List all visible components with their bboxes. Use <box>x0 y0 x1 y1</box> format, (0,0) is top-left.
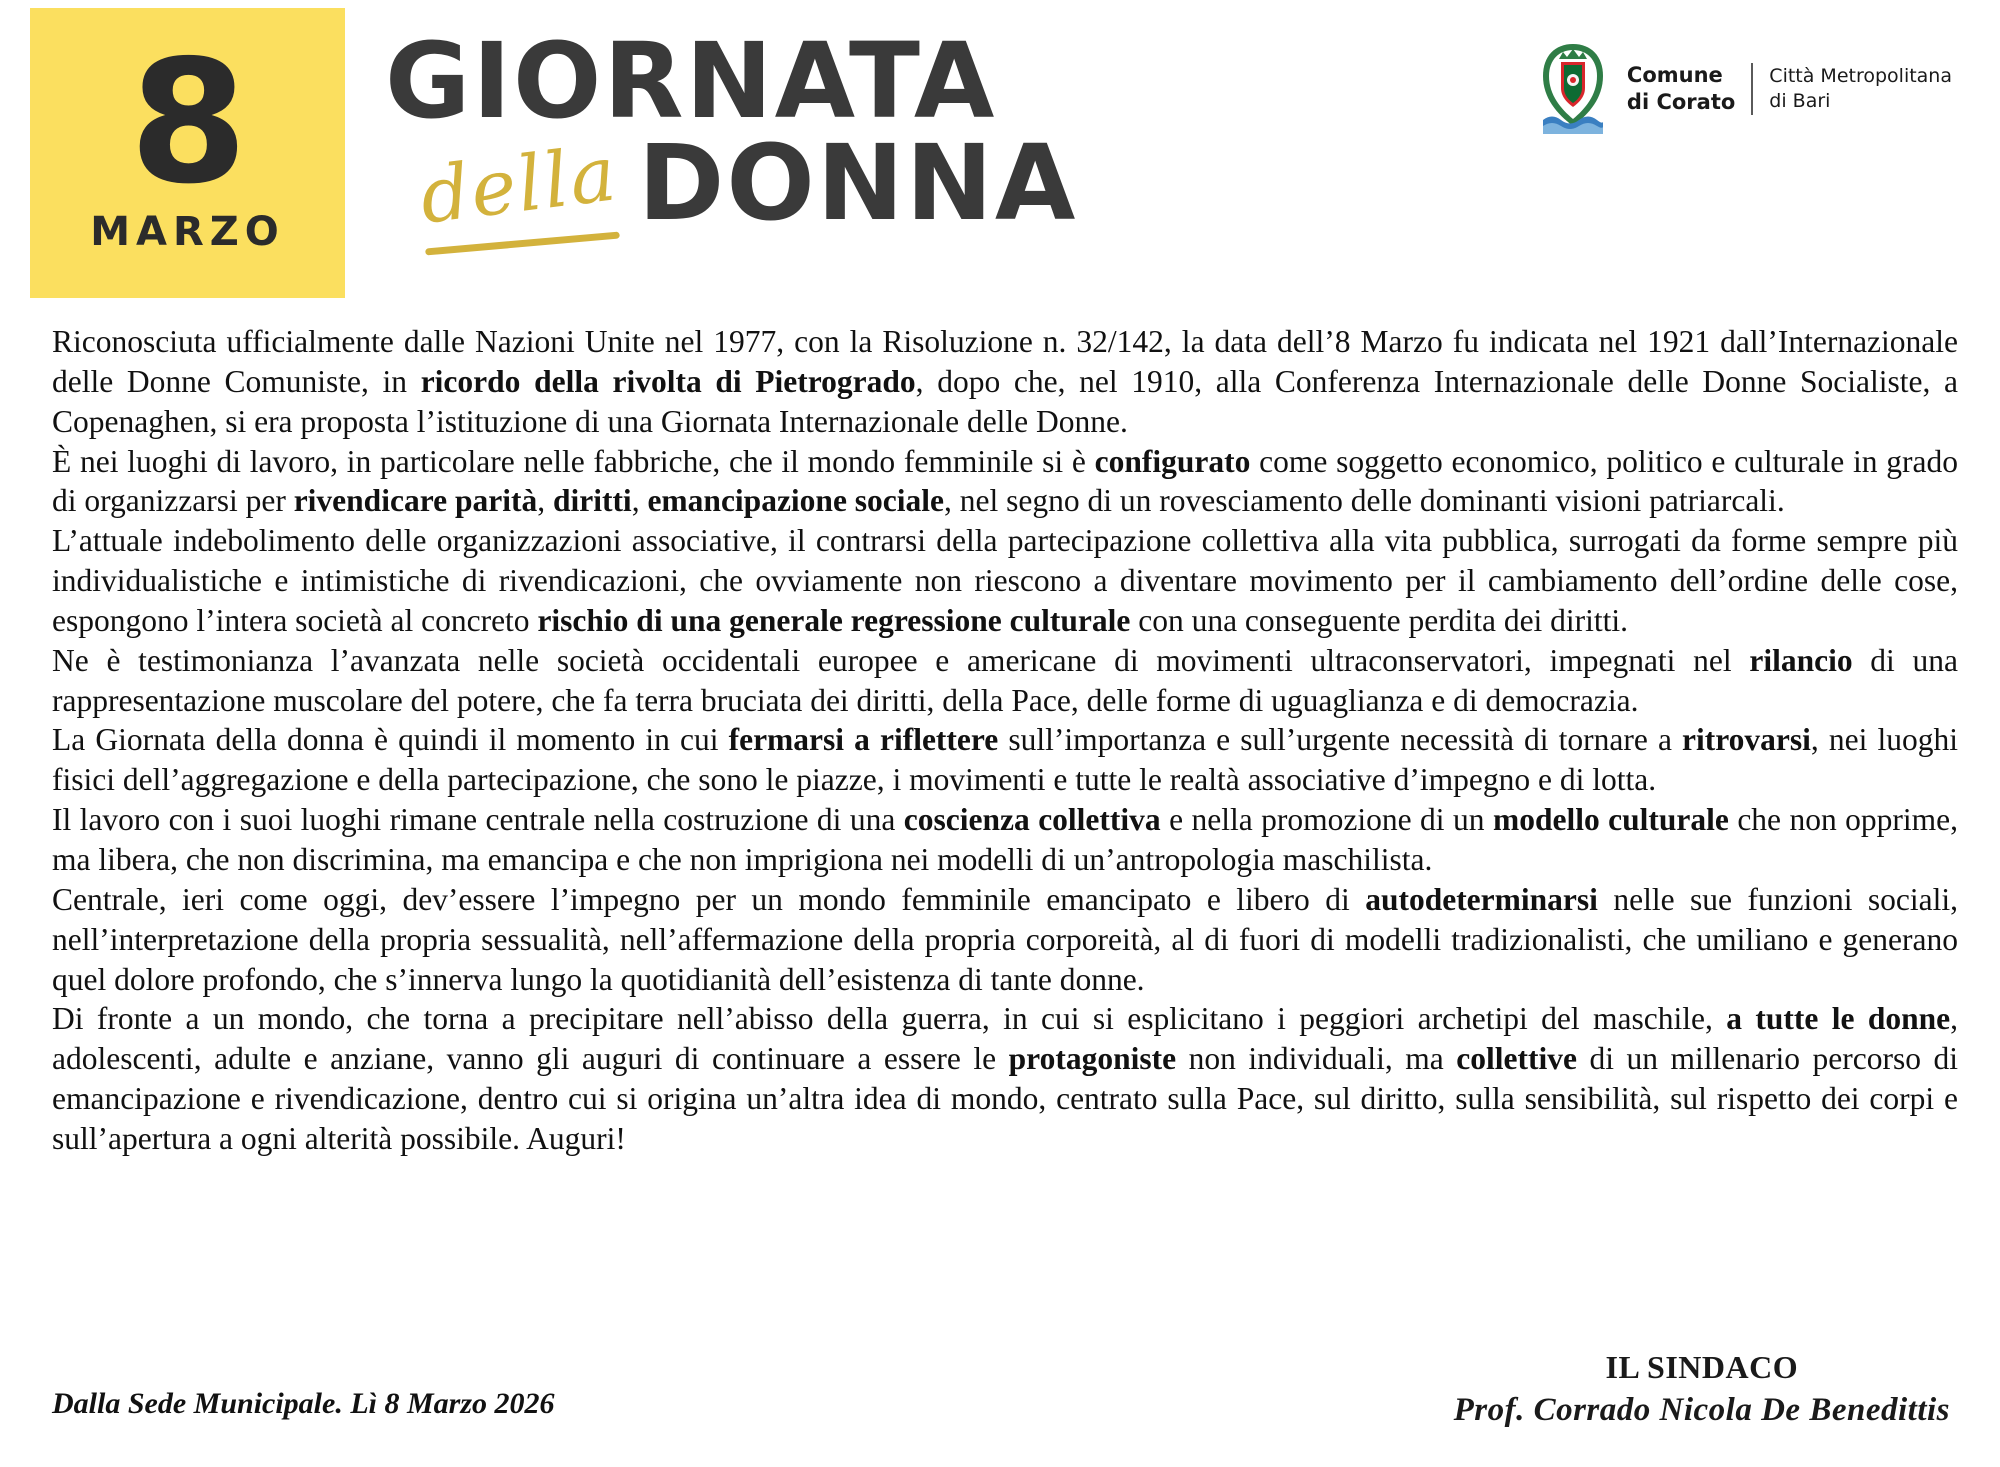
date-badge <box>30 8 345 298</box>
signature-block <box>1454 1349 1950 1429</box>
paragraph: Il lavoro con i suoi luoghi rimane centrale nella costruzione di una coscienza collettiva e nella promozione di un modello culturale che non opprime, ma libera, che non discrimina, ma emancipa e che non imprigiona nei modelli di un’antropologia maschilista. <box>52 802 1959 877</box>
title-script-della: della <box>415 128 623 241</box>
poster-footer <box>52 1349 1958 1428</box>
paragraph: Ne è testimonianza l’avanzata nelle società occidentali europee e americane di movimenti ultraconservatori, impegnati nel rilancio di una rappresentazione muscolare del potere, che fa terra bruciata dei diritti, della Pace, delle forme di uguaglianza e di democrazia. <box>52 642 1958 718</box>
metropolitan-line-1: Città Metropolitana <box>1769 65 1952 88</box>
comune-name <box>1627 62 1735 116</box>
logo-divider <box>1751 63 1753 115</box>
paragraph: Di fronte a un mondo, che torna a precipitare nell’abisso della guerra, in cui si esplicitano i peggiori archetipi del maschile, a tutte le donne, adolescenti, adulte e anziane, vanno gli auguri di continuare a essere le protagoniste non individuali, ma collettive di un millenario percorso di emancipazione e rivendicazione, dentro cui si origina un’altra idea di mondo, centrato sulla Pace, sul diritto, sulla sensibilità, sul rispetto dei corpi e sull’apertura a ogni alterità possibile. Auguri! <box>52 1001 1958 1156</box>
metropolitan-city-name <box>1769 64 1952 113</box>
paragraph: L’attuale indebolimento delle organizzazioni associative, il contrarsi della partecipazione collettiva alla vita pubblica, surrogati da forme sempre più individualistiche e intimistiche di rivendicazioni, che ovviamente non riescono a diventare movimento per il cambiamento dell’ordine delle cose, espongono l’intera società al concreto rischio di una generale regressione culturale con una conseguente perdita dei diritti. <box>52 523 1958 638</box>
comune-line-2: di Corato <box>1626 90 1736 114</box>
paragraph: Centrale, ieri come oggi, dev’essere l’impegno per un mondo femminile emancipato e libero di autodeterminarsi nelle sue funzioni sociali, nell’interpretazione della propria sessualità, nell’affermazione della propria corporeità, al di fuori di modelli tradizionalisti, che umiliano e generano quel dolore profondo, che s’innerva lungo la quotidianità dell’esistenza di tante donne. <box>52 881 1958 997</box>
paragraph: Riconosciuta ufficialmente dalle Nazioni Unite nel 1977, con la Risoluzione n. 32/142, la data dell’8 Marzo fu indicata nel 1921 dall’Internazionale delle Donne Comuniste, in ricordo della rivolta di Pietrogrado, dopo che, nel 1910, alla Conferenza Internazionale delle Donne Socialiste, a Copenaghen, si era proposta l’istituzione di una Giornata Internazionale delle Donne. <box>52 324 1959 439</box>
comune-line-1: Comune <box>1626 63 1723 88</box>
paragraph: È nei luoghi di lavoro, in particolare nelle fabbriche, che il mondo femminile si è configurato come soggetto economico, politico e culturale in grado di organizzarsi per rivendicare parità, diritti, emancipazione sociale, nel segno di un rovesciamento delle dominanti visioni patriarcali. <box>52 443 1958 519</box>
date-day: 8 <box>129 23 246 222</box>
signature-role: IL SINDACO <box>1605 1349 1799 1385</box>
institution-logo <box>1535 40 1952 138</box>
title-line-donna: DONNA <box>638 121 1078 244</box>
logo-wordmark <box>1627 62 1952 116</box>
poster-body <box>52 322 1958 1159</box>
poster-header <box>0 0 2000 300</box>
date-month: MARZO <box>90 209 285 256</box>
place-and-date: Dalla Sede Municipale. Lì 8 Marzo 2026 <box>52 1387 555 1420</box>
metropolitan-line-2: di Bari <box>1769 90 1831 112</box>
title-line-giornata: GIORNATA <box>385 20 997 142</box>
poster-title <box>385 20 1285 244</box>
signature-name: Prof. Corrado Nicola De Benedittis <box>1453 1392 1950 1428</box>
stemma-comune-di-corato-icon <box>1535 40 1611 138</box>
paragraph: La Giornata della donna è quindi il momento in cui fermarsi a riflettere sull’importanza e sull’urgente necessità di tornare a ritrovarsi, nei luoghi fisici dell’aggregazione e della partecipazione, che sono le piazze, i movimenti e tutte le realtà associative d’impegno e di lotta. <box>52 722 1958 798</box>
